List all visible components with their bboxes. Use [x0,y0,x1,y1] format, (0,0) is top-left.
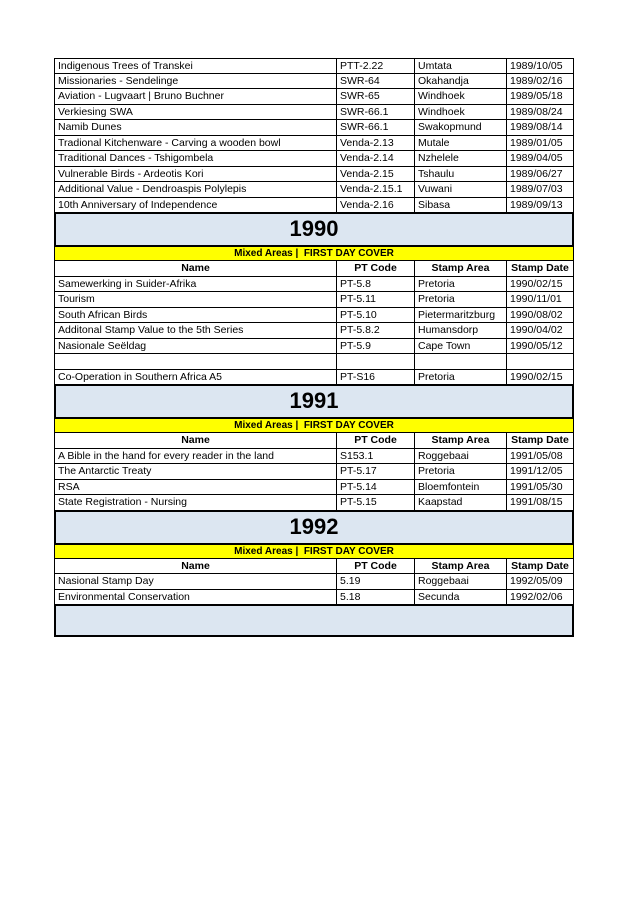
pt-code-column-header: PT Code [337,433,415,448]
pt-code-cell: PT-5.10 [337,308,415,323]
stamp-area-cell: Okahandja [415,74,507,89]
pt-code-cell: SWR-66.1 [337,120,415,135]
pt-code-cell: PT-5.8 [337,277,415,292]
table-row [54,167,574,183]
stamp-date-cell: 1989/09/13 [510,198,563,211]
stamp-date-cell: 1990/05/12 [510,339,563,352]
pt-code-cell: SWR-66.1 [337,105,415,120]
stamp-area-cell: Bloemfontein [415,480,507,495]
stamp-date-cell: 1991/05/08 [510,449,563,462]
name-cell: South African Birds [55,308,337,323]
table-row [54,574,574,590]
table-row [54,182,574,198]
name-cell: Additonal Stamp Value to the 5th Series [55,323,337,338]
pt-code-cell: SWR-65 [337,89,415,104]
stamp-area-cell: Pretoria [415,292,507,307]
stamp-area-cell: Pretoria [415,370,507,385]
stamp-area-cell: Sibasa [415,198,507,213]
stamp-catalog-sheet [54,58,574,637]
stamp-date-cell: 1990/02/15 [510,370,563,383]
stamp-date-cell: 1990/04/02 [510,324,563,336]
table-row [54,151,574,167]
name-cell: 10th Anniversary of Independence [55,198,337,213]
stamp-date-column-header: Stamp Date [511,434,569,446]
banner-first-day-cover: FIRST DAY COVER [303,420,394,431]
table-row [54,105,574,121]
stamp-area-cell: Swakopmund [415,120,507,135]
stamp-area-cell: Umtata [415,59,507,73]
column-header-row [54,433,574,449]
pt-code-cell: PT-5.9 [337,339,415,354]
stamp-area-cell: Humansdorp [415,323,507,338]
name-cell: Co-Operation in Southern Africa A5 [55,370,337,385]
stamp-area-cell: Pretoria [415,277,507,292]
name-cell: Aviation - Lugvaart | Bruno Buchner [55,89,337,104]
stamp-area-cell: Tshaulu [415,167,507,182]
name-cell: Indigenous Trees of Transkei [55,59,337,73]
column-header-row [54,261,574,277]
banner-first-day-cover: FIRST DAY COVER [303,545,394,557]
stamp-date-cell: 1989/05/18 [510,90,563,102]
pt-code-cell: Venda-2.16 [337,198,415,213]
stamp-date-cell: 1992/02/06 [510,590,563,603]
table-row [54,136,574,152]
table-row [54,120,574,136]
stamp-date-cell [507,354,573,369]
name-column-header: Name [55,261,337,276]
stamp-area-cell: Cape Town [415,339,507,354]
name-column-header: Name [55,433,337,448]
stamp-date-cell: 1991/12/05 [510,465,563,477]
pt-code-cell: PT-5.11 [337,292,415,307]
table-row [54,58,574,74]
table-row [54,89,574,105]
banner-mixed-areas: Mixed Areas | [234,545,299,557]
stamp-area-cell: Secunda [415,590,507,605]
stamp-date-cell: 1989/08/24 [510,105,563,118]
pt-code-cell: PT-5.15 [337,495,415,510]
stamp-area-cell [415,354,507,369]
table-row [54,339,574,355]
stamp-area-cell: Roggebaai [415,449,507,464]
name-cell: Additional Value - Dendroaspis Polylepis [55,182,337,197]
stamp-area-cell: Windhoek [415,105,507,120]
pt-code-cell: PT-S16 [337,370,415,385]
name-cell: Tourism [55,292,337,307]
first-day-cover-banner [54,419,574,433]
pt-code-cell: PTT-2.22 [337,59,415,73]
column-header-row [54,559,574,575]
table-row [54,464,574,480]
year-heading: 1990 [54,212,574,247]
year-heading: 1992 [54,510,574,545]
pt-code-cell: Venda-2.13 [337,136,415,151]
name-cell: State Registration - Nursing [55,495,337,510]
name-cell: RSA [55,480,337,495]
stamp-area-column-header: Stamp Area [415,433,507,448]
pt-code-cell: 5.19 [337,574,415,589]
pt-code-cell: Venda-2.14 [337,151,415,166]
table-row [54,449,574,465]
name-cell: Nasional Stamp Day [55,574,337,589]
stamp-area-cell: Pietermaritzburg [415,308,507,323]
stamp-date-cell: 1990/11/01 [510,293,562,305]
stamp-date-cell: 1989/06/27 [510,167,563,180]
stamp-date-cell: 1989/04/05 [510,152,563,164]
name-cell: Vulnerable Birds - Ardeotis Kori [55,167,337,182]
table-row [54,495,574,511]
table-row [54,480,574,496]
pt-code-column-header: PT Code [337,261,415,276]
table-row [54,354,574,370]
first-day-cover-banner [54,545,574,559]
pt-code-cell: Venda-2.15.1 [337,182,415,197]
first-day-cover-banner [54,247,574,261]
name-cell: Nasionale Seëldag [55,339,337,354]
table-row [54,308,574,324]
pt-code-cell: PT-5.14 [337,480,415,495]
banner-mixed-areas: Mixed Areas | [234,420,299,431]
name-cell: Verkiesing SWA [55,105,337,120]
stamp-date-cell: 1992/05/09 [510,575,563,587]
name-cell: A Bible in the hand for every reader in the land [55,449,337,464]
stamp-date-cell: 1990/02/15 [510,277,563,290]
year-heading: 1991 [54,384,574,419]
name-cell: Tradional Kitchenware - Carving a wooden bowl [55,136,337,151]
table-row [54,198,574,214]
name-cell: Samewerking in Suider-Afrika [55,277,337,292]
pt-code-cell: Venda-2.15 [337,167,415,182]
stamp-date-cell: 1989/08/14 [510,121,563,133]
banner-mixed-areas: Mixed Areas | [234,248,299,259]
stamp-date-cell: 1989/07/03 [510,183,563,195]
pt-code-cell: PT-5.17 [337,464,415,479]
stamp-area-column-header: Stamp Area [415,559,507,574]
pt-code-cell: SWR-64 [337,74,415,89]
table-row [54,277,574,293]
pt-code-cell: PT-5.8.2 [337,323,415,338]
stamp-area-cell: Windhoek [415,89,507,104]
name-cell [55,354,337,369]
stamp-date-cell: 1991/08/15 [510,496,563,508]
name-cell: Environmental Conservation [55,590,337,605]
name-cell: Missionaries - Sendelinge [55,74,337,89]
empty-footer-band [54,604,574,637]
stamp-area-cell: Roggebaai [415,574,507,589]
name-cell: Traditional Dances - Tshigombela [55,151,337,166]
stamp-date-cell: 1989/02/16 [510,74,563,87]
stamp-area-cell: Nzhelele [415,151,507,166]
table-row [54,292,574,308]
pt-code-cell: 5.18 [337,590,415,605]
stamp-date-cell: 1991/05/30 [510,480,563,493]
name-column-header: Name [55,559,337,574]
stamp-date-cell: 1989/10/05 [510,60,563,72]
stamp-area-cell: Vuwani [415,182,507,197]
pt-code-cell: S153.1 [337,449,415,464]
stamp-area-cell: Kaapstad [415,495,507,510]
table-row [54,323,574,339]
banner-first-day-cover: FIRST DAY COVER [303,248,394,259]
name-cell: Namib Dunes [55,120,337,135]
table-row [54,370,574,386]
stamp-date-cell: 1989/01/05 [510,136,563,149]
stamp-area-cell: Pretoria [415,464,507,479]
table-row [54,74,574,90]
stamp-area-column-header: Stamp Area [415,261,507,276]
table-row [54,590,574,606]
stamp-area-cell: Mutale [415,136,507,151]
pt-code-column-header: PT Code [337,559,415,574]
stamp-date-column-header: Stamp Date [511,262,569,274]
name-cell: The Antarctic Treaty [55,464,337,479]
stamp-date-column-header: Stamp Date [511,559,569,572]
pt-code-cell [337,354,415,369]
stamp-date-cell: 1990/08/02 [510,308,563,321]
